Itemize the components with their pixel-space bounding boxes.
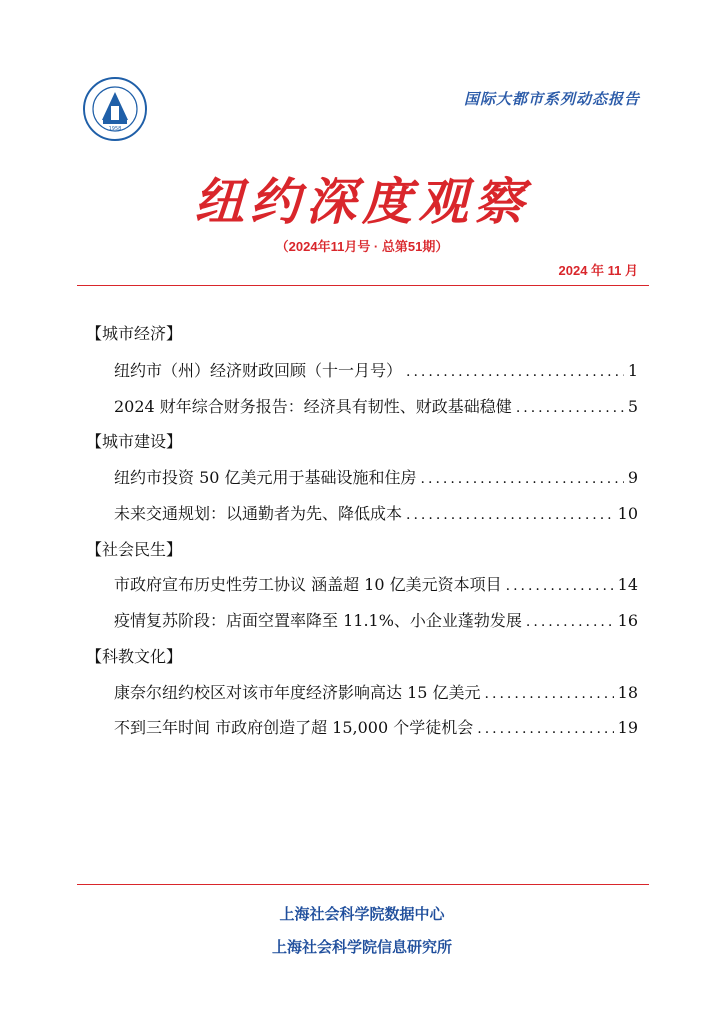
- toc-leader: [477, 721, 613, 737]
- toc-entry-page: 10: [617, 504, 638, 523]
- toc-entry[interactable]: [114, 358, 638, 381]
- toc-leader: [506, 578, 614, 594]
- section-heading: 【城市经济】: [86, 324, 183, 343]
- toc-entry[interactable]: [114, 465, 638, 488]
- toc-entry-page: 18: [617, 683, 638, 702]
- toc-entry[interactable]: [114, 394, 638, 417]
- issue-number: （2024年11月号 · 总第51期）: [275, 239, 449, 254]
- toc-entry-page: 5: [627, 397, 638, 416]
- toc-entry-title: 市政府宣布历史性劳工协议 涵盖超 10 亿美元资本项目: [114, 575, 502, 594]
- toc-leader: [406, 507, 614, 523]
- series-label: 国际大都市系列动态报告: [463, 90, 640, 108]
- institution-seal-icon: [82, 76, 148, 142]
- toc-entry[interactable]: [114, 501, 638, 524]
- toc-entry-page: 9: [627, 468, 638, 487]
- toc-entry[interactable]: [114, 680, 638, 703]
- toc-entry-title: 康奈尔纽约校区对该市年度经济影响高达 15 亿美元: [114, 683, 481, 702]
- seal-year: 1958: [108, 126, 122, 132]
- toc-entry-page: 1: [627, 361, 638, 380]
- toc-leader: [406, 364, 624, 380]
- section-heading: 【城市建设】: [86, 432, 183, 451]
- toc-entry-page: 16: [617, 611, 638, 630]
- toc-entry-title: 不到三年时间 市政府创造了超 15,000 个学徒机会: [114, 718, 474, 737]
- section-heading: 【社会民生】: [86, 540, 183, 559]
- toc-leader: [421, 471, 624, 487]
- toc-entry-title: 纽约市（州）经济财政回顾（十一月号）: [114, 361, 403, 380]
- toc-entry-page: 14: [617, 575, 638, 594]
- toc-entry-title: 纽约市投资 50 亿美元用于基础设施和住房: [114, 468, 417, 487]
- toc-entry-title: 疫情复苏阶段：店面空置率降至 11.1%、小企业蓬勃发展: [114, 611, 522, 630]
- toc-leader: [485, 686, 614, 702]
- toc-entry[interactable]: [114, 608, 638, 631]
- toc-entry[interactable]: [114, 572, 638, 595]
- issue-date: 2024 年 11 月: [558, 263, 638, 278]
- publisher-line-2: 上海社会科学院信息研究所: [271, 938, 452, 956]
- toc-entry-page: 19: [617, 718, 638, 737]
- section-heading: 【科教文化】: [86, 647, 183, 666]
- page-title: 纽约深度观察: [194, 172, 530, 231]
- top-divider: [77, 285, 649, 286]
- toc-leader: [516, 400, 624, 416]
- toc-entry[interactable]: [114, 715, 638, 738]
- bottom-divider: [77, 884, 649, 885]
- toc-leader: [526, 614, 614, 630]
- publisher-line-1: 上海社会科学院数据中心: [279, 905, 445, 923]
- toc-entry-title: 未来交通规划：以通勤者为先、降低成本: [114, 504, 403, 523]
- toc-entry-title: 2024 财年综合财务报告：经济具有韧性、财政基础稳健: [114, 397, 512, 416]
